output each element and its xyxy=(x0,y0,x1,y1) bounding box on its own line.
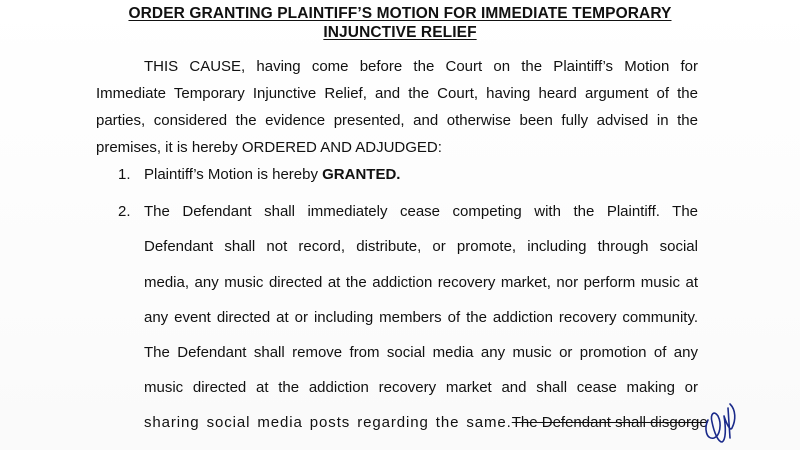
item-2-line-5 xyxy=(144,344,698,361)
item-2-text-5: The Defendant shall remove from social media any music or promotion of any xyxy=(144,344,698,361)
intro-text-1: THIS CAUSE, having come before the Court on the Plaintiff’s Motion for xyxy=(144,58,698,75)
item-2-line-6 xyxy=(144,379,698,396)
item-2-text-6: music directed at the addiction recovery market and shall cease making or xyxy=(144,379,698,396)
item-2-text-3: media, any music directed at the addiction recovery market, nor perform music at xyxy=(144,274,698,291)
item-2-text-4: any event directed at or including members of the addiction recovery community. xyxy=(144,309,698,326)
item-2-line-4 xyxy=(144,309,698,326)
item-2-line-1 xyxy=(144,203,698,220)
intro-line-2 xyxy=(96,85,698,102)
order-title-text-1: ORDER GRANTING PLAINTIFF’S MOTION FOR IMMEDIATE TEMPORARY xyxy=(128,5,672,22)
intro-text-2: Immediate Temporary Injunctive Relief, and the Court, having heard argument of the xyxy=(96,85,698,102)
intro-line-4 xyxy=(96,139,442,156)
intro-line-1 xyxy=(144,58,698,75)
order-title-line-1 xyxy=(0,5,800,23)
struck-text: The Defendant shall disgorge xyxy=(511,414,708,431)
intro-line-3 xyxy=(96,112,698,129)
item-2-text-2: Defendant shall not record, distribute, or promote, including through social xyxy=(144,238,698,255)
item-2-line-3 xyxy=(144,274,698,291)
item-1-line xyxy=(144,166,400,183)
intro-text-4: premises, it is hereby ORDERED AND ADJUDGED: xyxy=(96,139,442,156)
item-2-number: 2. xyxy=(118,203,131,220)
order-title-line-2 xyxy=(0,24,800,42)
item-2-text-7: sharing social media posts regarding the same. xyxy=(144,414,512,431)
item-2-text-1: The Defendant shall immediately cease competing with the Plaintiff. The xyxy=(144,203,698,220)
item-1-granted: GRANTED. xyxy=(322,166,401,183)
item-2-line-7 xyxy=(144,414,708,431)
item-1-text: Plaintiff’s Motion is hereby xyxy=(144,166,323,183)
intro-text-3: parties, considered the evidence presented, and otherwise been fully advised in the xyxy=(96,112,698,129)
order-title-text-2: INJUNCTIVE RELIEF xyxy=(323,24,477,41)
item-1-number: 1. xyxy=(118,166,131,183)
item-2-line-2 xyxy=(144,238,698,255)
handwritten-initials-signature xyxy=(700,398,740,446)
